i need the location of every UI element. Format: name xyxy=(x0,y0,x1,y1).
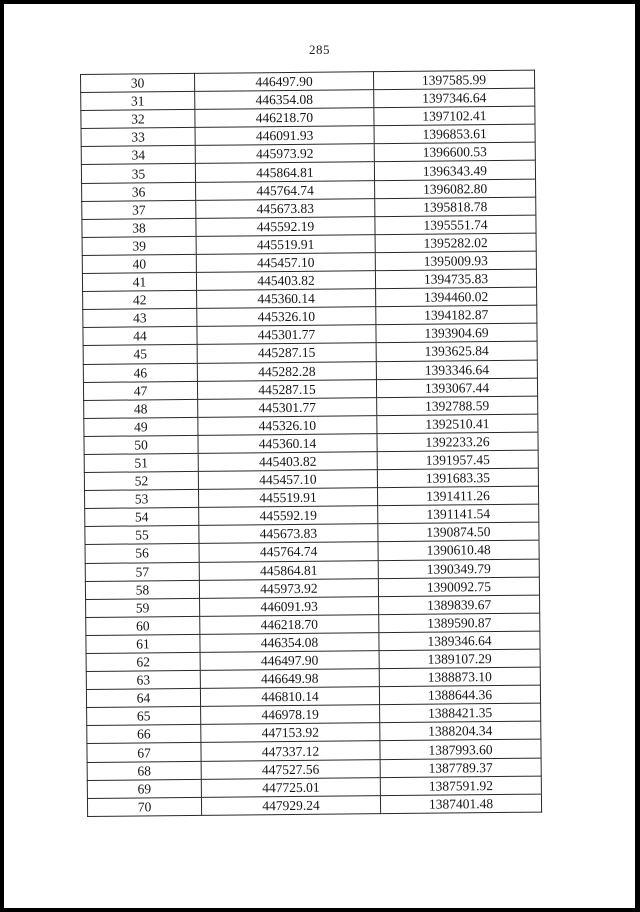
x-coordinate-cell: 445326.10 xyxy=(198,415,377,435)
y-coordinate-cell: 1389346.64 xyxy=(379,631,540,651)
point-number-cell: 39 xyxy=(82,236,196,255)
x-coordinate-cell: 445326.10 xyxy=(197,307,376,327)
point-number-cell: 44 xyxy=(83,327,197,346)
x-coordinate-cell: 446649.98 xyxy=(200,669,379,689)
y-coordinate-cell: 1391683.35 xyxy=(377,468,538,488)
x-coordinate-cell: 445973.92 xyxy=(195,144,374,164)
y-coordinate-cell: 1395282.02 xyxy=(375,233,536,253)
y-coordinate-cell: 1387401.48 xyxy=(380,794,541,814)
x-coordinate-cell: 447337.12 xyxy=(201,741,380,761)
y-coordinate-cell: 1392233.26 xyxy=(377,432,538,452)
point-number-cell: 38 xyxy=(82,218,196,237)
x-coordinate-cell: 445973.92 xyxy=(199,578,378,598)
x-coordinate-cell: 447725.01 xyxy=(201,777,380,797)
y-coordinate-cell: 1389107.29 xyxy=(379,649,540,669)
document-page xyxy=(4,4,635,908)
point-number-cell: 33 xyxy=(81,128,195,147)
point-number-cell: 55 xyxy=(85,526,199,545)
point-number-cell: 53 xyxy=(84,490,198,509)
x-coordinate-cell: 446091.93 xyxy=(195,126,374,146)
point-number-cell: 50 xyxy=(84,435,198,454)
x-coordinate-cell: 446091.93 xyxy=(200,596,379,616)
point-number-cell: 62 xyxy=(86,652,200,671)
y-coordinate-cell: 1397102.41 xyxy=(374,106,535,126)
y-coordinate-cell: 1394460.02 xyxy=(376,287,537,307)
point-number-cell: 47 xyxy=(83,381,197,400)
point-number-cell: 30 xyxy=(81,73,195,92)
point-number-cell: 54 xyxy=(85,508,199,527)
point-number-cell: 64 xyxy=(86,689,200,708)
y-coordinate-cell: 1387789.37 xyxy=(380,758,541,778)
x-coordinate-cell: 445673.83 xyxy=(196,198,375,218)
y-coordinate-cell: 1387993.60 xyxy=(380,740,541,760)
y-coordinate-cell: 1395009.93 xyxy=(375,251,536,271)
x-coordinate-cell: 446218.70 xyxy=(195,108,374,128)
x-coordinate-cell: 445864.81 xyxy=(195,162,374,182)
y-coordinate-cell: 1392788.59 xyxy=(377,396,538,416)
point-number-cell: 70 xyxy=(87,797,201,816)
x-coordinate-cell: 445592.19 xyxy=(199,506,378,526)
y-coordinate-cell: 1397585.99 xyxy=(373,70,534,90)
x-coordinate-cell: 446810.14 xyxy=(200,687,379,707)
point-number-cell: 65 xyxy=(87,707,201,726)
x-coordinate-cell: 445519.91 xyxy=(198,488,377,508)
point-number-cell: 35 xyxy=(81,164,195,183)
point-number-cell: 61 xyxy=(86,634,200,653)
point-number-cell: 51 xyxy=(84,453,198,472)
x-coordinate-cell: 446497.90 xyxy=(194,72,373,92)
coordinate-table xyxy=(80,70,542,817)
point-number-cell: 63 xyxy=(86,670,200,689)
x-coordinate-cell: 445592.19 xyxy=(196,216,375,236)
y-coordinate-cell: 1393625.84 xyxy=(376,342,537,362)
point-number-cell: 57 xyxy=(85,562,199,581)
x-coordinate-cell: 445457.10 xyxy=(198,470,377,490)
y-coordinate-cell: 1387591.92 xyxy=(380,776,541,796)
y-coordinate-cell: 1390610.48 xyxy=(378,541,539,561)
x-coordinate-cell: 445764.74 xyxy=(199,542,378,562)
y-coordinate-cell: 1391411.26 xyxy=(377,486,538,506)
x-coordinate-cell: 445457.10 xyxy=(196,253,375,273)
x-coordinate-cell: 445764.74 xyxy=(196,180,375,200)
y-coordinate-cell: 1392510.41 xyxy=(377,414,538,434)
point-number-cell: 34 xyxy=(81,146,195,165)
y-coordinate-cell: 1393346.64 xyxy=(376,360,537,380)
y-coordinate-cell: 1397346.64 xyxy=(374,88,535,108)
point-number-cell: 58 xyxy=(85,580,199,599)
point-number-cell: 68 xyxy=(87,761,201,780)
y-coordinate-cell: 1395818.78 xyxy=(375,197,536,217)
y-coordinate-cell: 1396343.49 xyxy=(374,161,535,181)
y-coordinate-cell: 1395551.74 xyxy=(375,215,536,235)
y-coordinate-cell: 1391141.54 xyxy=(378,504,539,524)
x-coordinate-cell: 445301.77 xyxy=(197,325,376,345)
y-coordinate-cell: 1390092.75 xyxy=(378,577,539,597)
point-number-cell: 40 xyxy=(82,254,196,273)
x-coordinate-cell: 446978.19 xyxy=(201,705,380,725)
y-coordinate-cell: 1391957.45 xyxy=(377,450,538,470)
x-coordinate-cell: 445301.77 xyxy=(198,397,377,417)
y-coordinate-cell: 1394735.83 xyxy=(375,269,536,289)
point-number-cell: 60 xyxy=(86,616,200,635)
point-number-cell: 56 xyxy=(85,544,199,563)
y-coordinate-cell: 1388873.10 xyxy=(379,667,540,687)
point-number-cell: 67 xyxy=(87,743,201,762)
point-number-cell: 49 xyxy=(84,417,198,436)
page-number: 285 xyxy=(309,42,330,57)
x-coordinate-cell: 445673.83 xyxy=(199,524,378,544)
x-coordinate-cell: 446218.70 xyxy=(200,614,379,634)
point-number-cell: 48 xyxy=(84,399,198,418)
point-number-cell: 41 xyxy=(82,272,196,291)
y-coordinate-cell: 1388204.34 xyxy=(380,721,541,741)
x-coordinate-cell: 445287.15 xyxy=(197,343,376,363)
x-coordinate-cell: 445519.91 xyxy=(196,235,375,255)
x-coordinate-cell: 446497.90 xyxy=(200,651,379,671)
x-coordinate-cell: 445403.82 xyxy=(198,452,377,472)
y-coordinate-cell: 1389839.67 xyxy=(379,595,540,615)
x-coordinate-cell: 447527.56 xyxy=(201,759,380,779)
x-coordinate-cell: 446354.08 xyxy=(200,633,379,653)
y-coordinate-cell: 1390874.50 xyxy=(378,522,539,542)
y-coordinate-cell: 1396853.61 xyxy=(374,124,535,144)
y-coordinate-cell: 1393904.69 xyxy=(376,323,537,343)
x-coordinate-cell: 445282.28 xyxy=(197,361,376,381)
point-number-cell: 43 xyxy=(83,309,197,328)
point-number-cell: 66 xyxy=(87,725,201,744)
y-coordinate-cell: 1388421.35 xyxy=(380,703,541,723)
coordinate-table-container xyxy=(80,70,541,835)
x-coordinate-cell: 447929.24 xyxy=(201,795,380,815)
point-number-cell: 31 xyxy=(81,91,195,110)
point-number-cell: 42 xyxy=(83,291,197,310)
point-number-cell: 37 xyxy=(82,200,196,219)
x-coordinate-cell: 445403.82 xyxy=(196,271,375,291)
x-coordinate-cell: 445360.14 xyxy=(197,289,376,309)
x-coordinate-cell: 445864.81 xyxy=(199,560,378,580)
y-coordinate-cell: 1394182.87 xyxy=(376,305,537,325)
y-coordinate-cell: 1389590.87 xyxy=(379,613,540,633)
point-number-cell: 36 xyxy=(82,182,196,201)
point-number-cell: 45 xyxy=(83,345,197,364)
x-coordinate-cell: 445360.14 xyxy=(198,434,377,454)
point-number-cell: 52 xyxy=(84,471,198,490)
point-number-cell: 46 xyxy=(83,363,197,382)
y-coordinate-cell: 1393067.44 xyxy=(376,378,537,398)
point-number-cell: 69 xyxy=(87,779,201,798)
x-coordinate-cell: 446354.08 xyxy=(195,90,374,110)
coordinate-table-body xyxy=(81,70,542,816)
x-coordinate-cell: 447153.92 xyxy=(201,723,380,743)
x-coordinate-cell: 445287.15 xyxy=(197,379,376,399)
y-coordinate-cell: 1390349.79 xyxy=(378,559,539,579)
table-row xyxy=(87,794,541,816)
y-coordinate-cell: 1396600.53 xyxy=(374,143,535,163)
y-coordinate-cell: 1388644.36 xyxy=(379,685,540,705)
y-coordinate-cell: 1396082.80 xyxy=(375,179,536,199)
point-number-cell: 32 xyxy=(81,110,195,129)
point-number-cell: 59 xyxy=(86,598,200,617)
